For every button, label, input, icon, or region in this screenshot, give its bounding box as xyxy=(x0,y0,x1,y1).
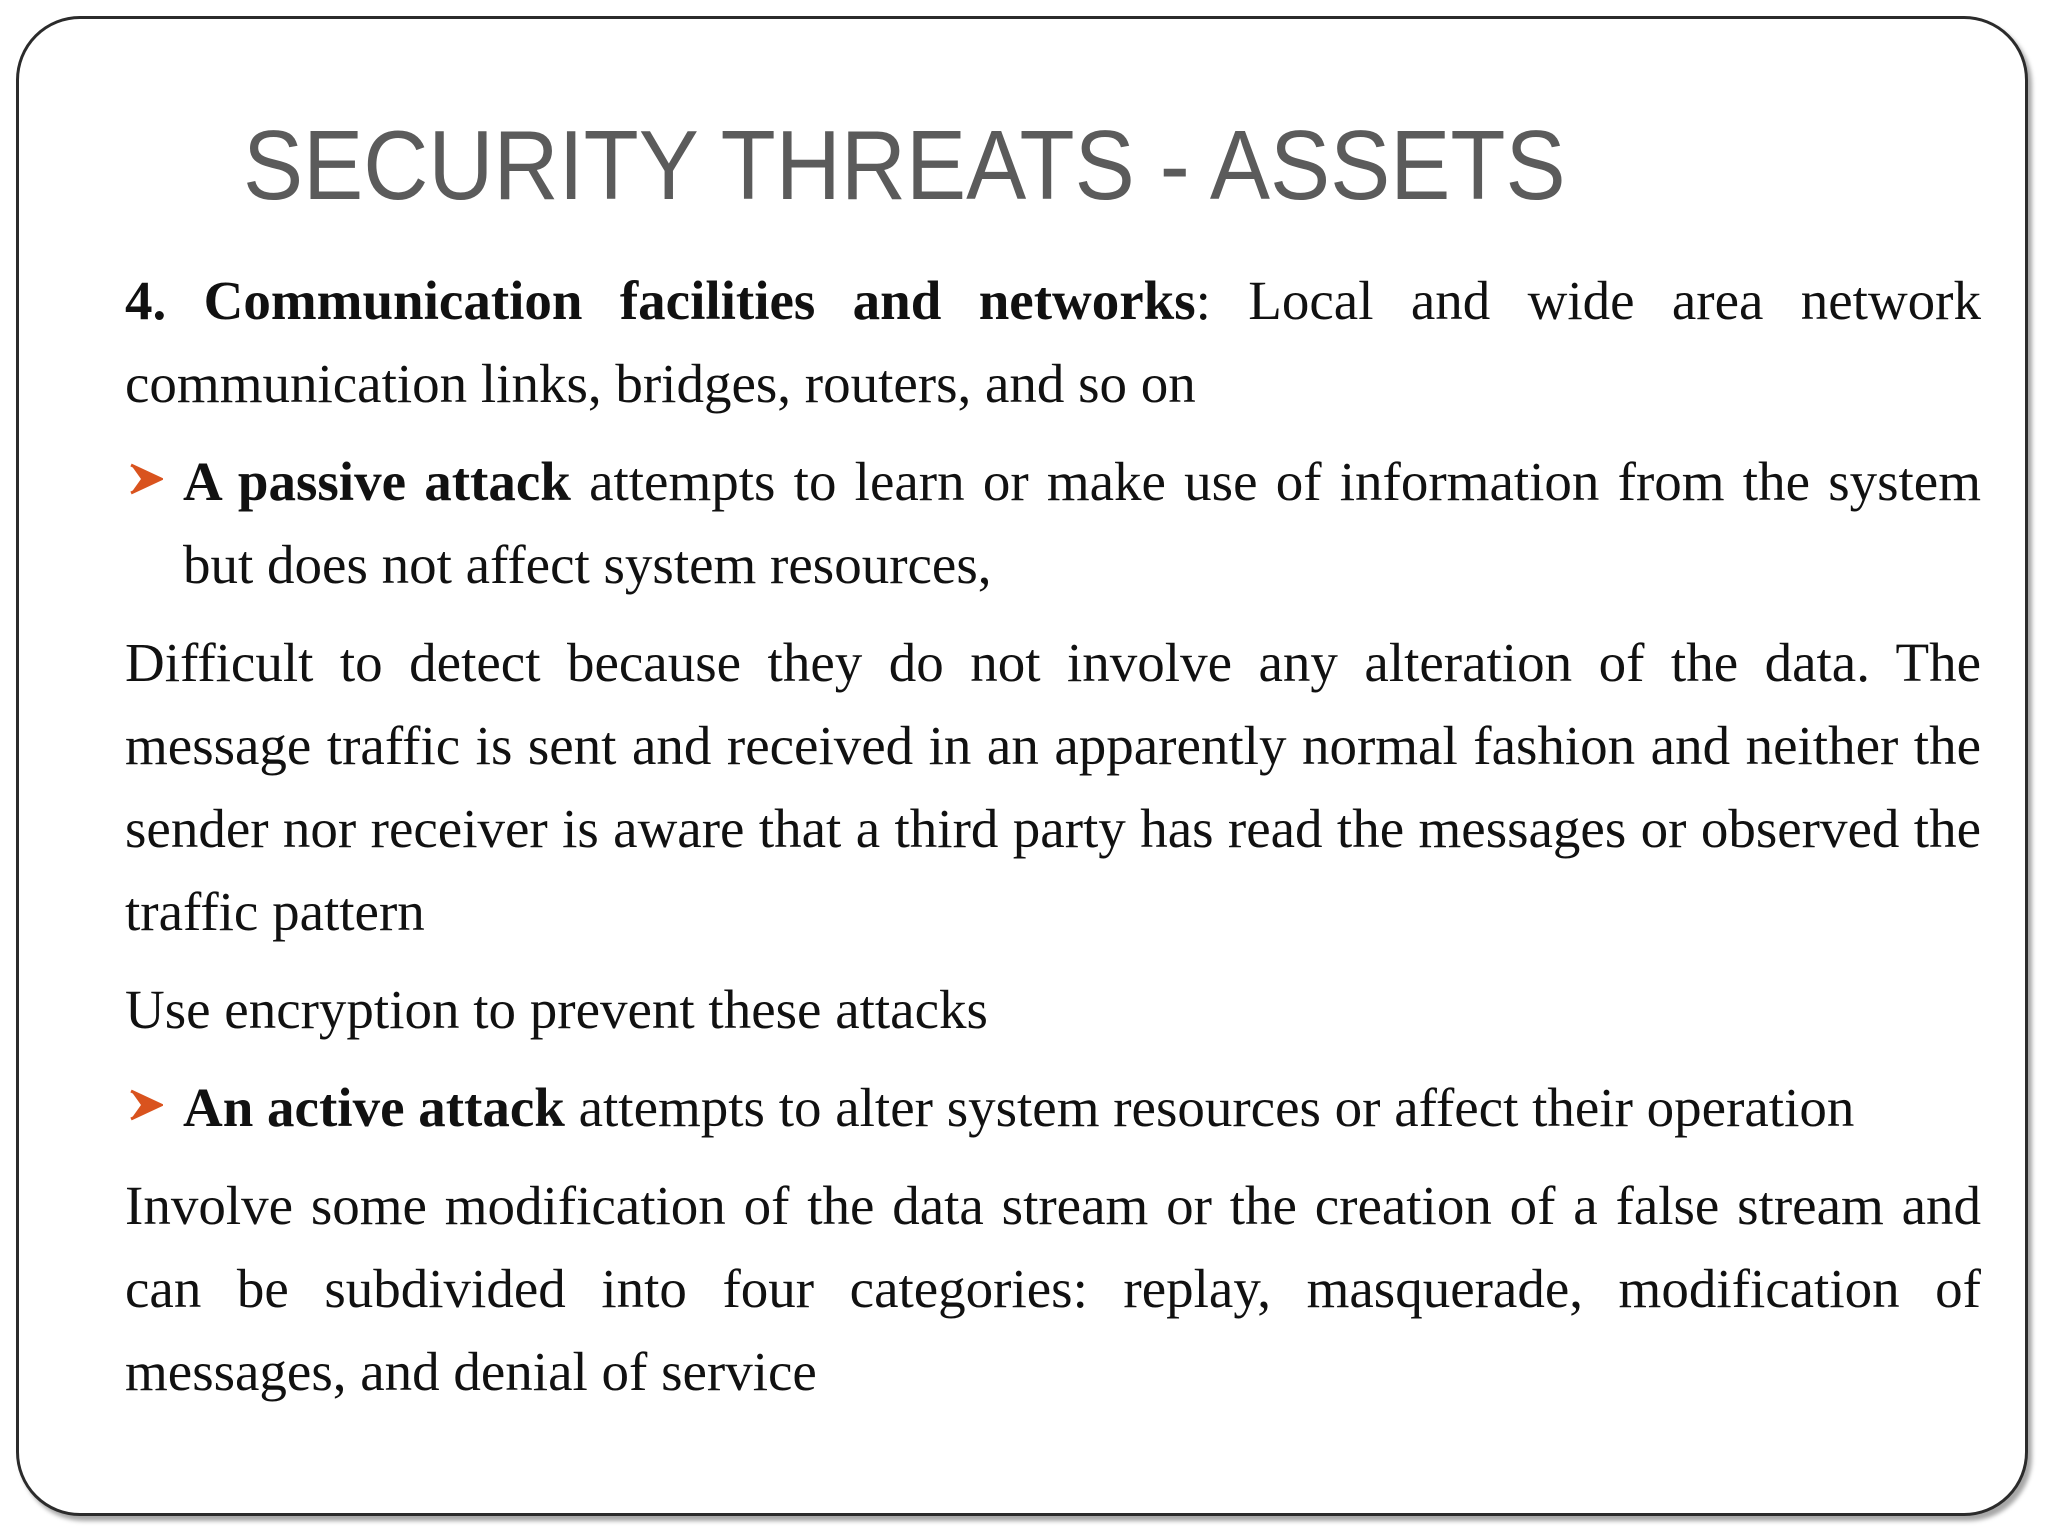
paragraph-communication-facilities xyxy=(125,259,1981,425)
slide-frame xyxy=(16,16,2028,1516)
bullet-text: attempts to learn or make use of information from the system but does not affect system resources, xyxy=(183,451,1981,595)
paragraph-text: : Local and wide area network communication links, bridges, routers, and so on xyxy=(125,270,1981,414)
paragraph-encryption: Use encryption to prevent these attacks xyxy=(125,979,988,1040)
arrow-bullet-icon xyxy=(129,1088,163,1122)
arrow-bullet-icon xyxy=(129,462,163,496)
paragraph-passive-detection: Difficult to detect because they do not involve any alteration of the data. The message traffic is sent and received in an apparently normal fashion and neither the sender nor receiver is aware that a third party has read the messages or observed the traffic pattern xyxy=(125,632,1981,942)
paragraph-bold-heading: 4. Communication facilities and networks xyxy=(125,270,1196,331)
bullet-bold-term: An active attack xyxy=(183,1077,565,1138)
bullet-active-attack xyxy=(125,1066,1981,1149)
bullet-bold-term: A passive attack xyxy=(183,451,571,512)
slide-body xyxy=(125,259,1981,1428)
paragraph-active-categories: Involve some modification of the data stream or the creation of a false stream and can be subdivided into four categories: replay, masquerade, modification of messages, and denial of service xyxy=(125,1175,1981,1402)
bullet-text: attempts to alter system resources or affect their operation xyxy=(564,1077,1855,1138)
slide-title: SECURITY THREATS - ASSETS xyxy=(243,110,1566,220)
bullet-passive-attack xyxy=(125,440,1981,606)
